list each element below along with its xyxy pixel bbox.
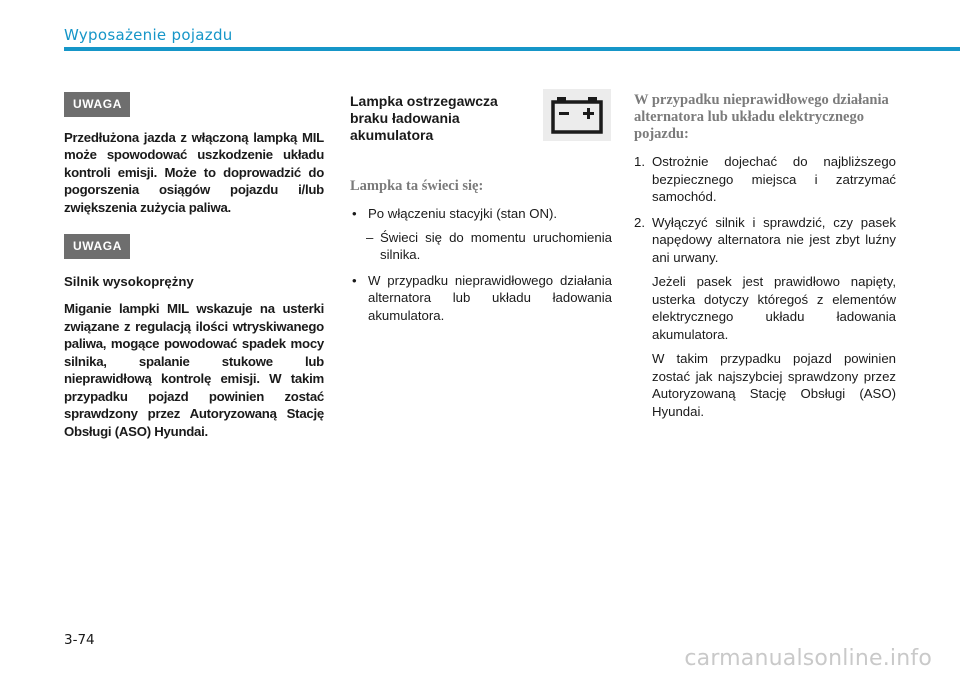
- steps-list: [634, 153, 896, 420]
- step-text: Ostrożnie dojechać do najbliższego bezpiecznego miejsca i zatrzymać samochód.: [652, 154, 896, 204]
- sub-item-text: Świeci się do momentu uruchomienia silnika.: [380, 229, 612, 262]
- sub-item: [350, 229, 612, 264]
- notice-badge-2: UWAGA: [64, 234, 130, 259]
- step-number: 2.: [634, 214, 645, 230]
- list-item: [634, 153, 896, 206]
- bullet-marker: •: [352, 272, 357, 288]
- middle-column: [350, 92, 612, 332]
- left-column: [64, 92, 324, 440]
- right-column: [634, 92, 896, 428]
- list-item-text: Po włączeniu stacyjki (stan ON).: [368, 206, 558, 221]
- notice-text: Przedłużona jazda z włączoną lampką MIL może spowodować uszkodzenie układu kontroli emisji. Może to doprowadzić do pogorszenia osiągów pojazdu i/lub zwiększenia zużycia paliwa.: [64, 129, 324, 215]
- header-title: Wyposażenie pojazdu: [64, 26, 233, 44]
- list-item: [350, 205, 612, 264]
- subheading: W przypadku nieprawidłowego działania alternatora lub układu elektrycznego pojazdu:: [634, 92, 889, 142]
- battery-warning-icon: [543, 89, 611, 141]
- notice-badge: UWAGA: [64, 92, 130, 117]
- list-item-text: W przypadku nieprawidłowego działania alternatora lub układu ładowania akumulatora.: [368, 272, 612, 323]
- list-item: [634, 214, 896, 421]
- watermark: carmanualsonline.info: [684, 646, 932, 671]
- notice-text-2: Miganie lampki MIL wskazuje na usterki związane z regulacją ilości wtryskiwanego paliwa, mogące powodować spadek mocy silnika, spalanie stukowe lub nieprawidłową kontrolę emisji. W takim przypadku pojazd powinien zostać sprawdzony przez Autoryzowaną Stację Obsługi (ASO) Hyundai.: [64, 301, 324, 439]
- step-text: Wyłączyć silnik i sprawdzić, czy pasek napędowy alternatora nie jest zbyt luźny ani urwany.: [652, 214, 896, 265]
- subheading: Lampka ta świeci się:: [350, 178, 484, 194]
- step-number: 1.: [634, 154, 645, 169]
- dash-marker: –: [366, 229, 374, 245]
- condition-list: [350, 205, 612, 324]
- step-paragraph: Jeżeli pasek jest prawidłowo napięty, usterka dotyczy któregoś z elementów elektrycznego układu ładowania akumulatora.: [652, 274, 896, 342]
- step-paragraph: W takim przypadku pojazd powinien zostać jak najszybciej sprawdzony przez Autoryzowaną Stację Obsługi (ASO) Hyundai.: [652, 351, 896, 419]
- notice-title: Silnik wysokoprężny: [64, 273, 194, 289]
- header-rule: [64, 47, 960, 51]
- bullet-marker: •: [352, 206, 357, 221]
- section-title: Lampka ostrzegawcza braku ładowania akumulatora: [350, 93, 498, 143]
- list-item: [350, 272, 612, 325]
- page-number: 3-74: [64, 632, 95, 648]
